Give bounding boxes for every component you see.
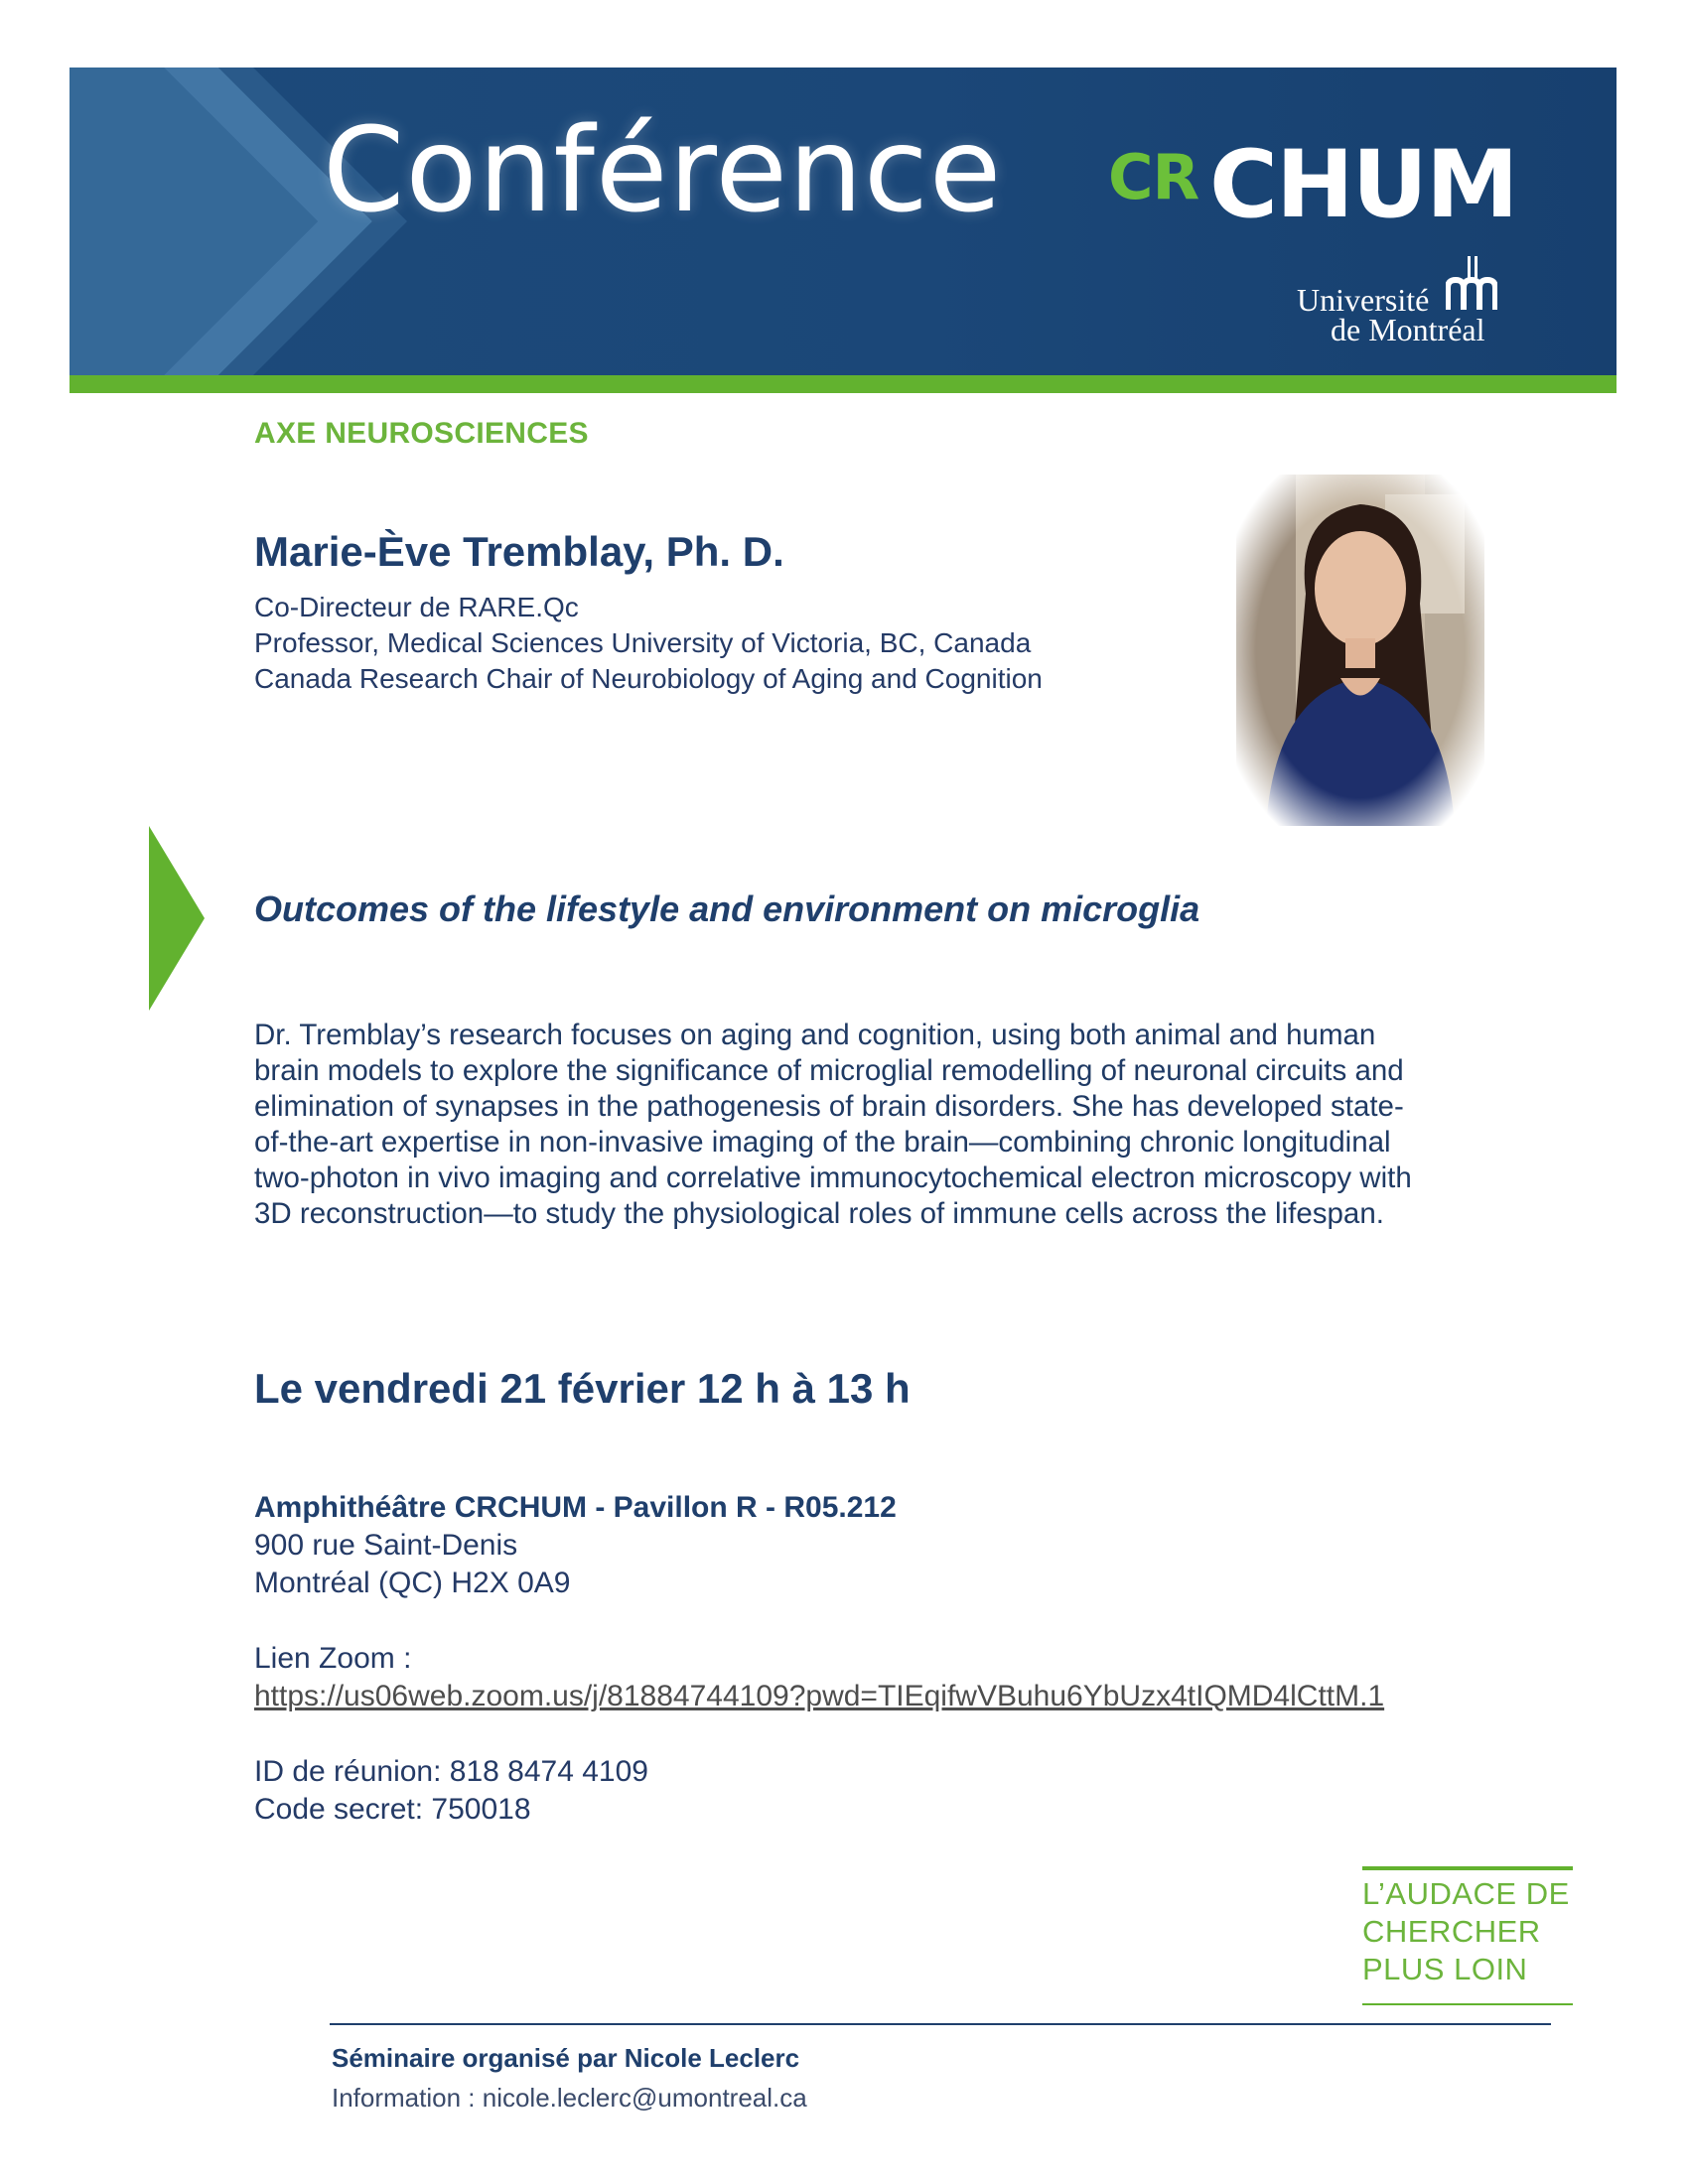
abstract-line: 3D reconstruction—to study the physiological roles of immune cells across the lifespan. xyxy=(254,1197,1384,1230)
udem-logo-line2: de Montréal xyxy=(1331,312,1485,347)
speaker-affiliation: Professor, Medical Sciences University of Victoria, BC, Canada xyxy=(254,627,1032,658)
footer-organizer: Séminaire organisé par Nicole Leclerc xyxy=(332,2043,800,2073)
meeting-passcode: Code secret: 750018 xyxy=(254,1793,531,1826)
crchum-logo-cr: CR xyxy=(1108,141,1199,213)
abstract-line: two-photon in vivo imaging and correlative immunocytochemical electron microscopy with xyxy=(254,1161,1412,1194)
footer-divider xyxy=(330,2023,1551,2025)
crchum-logo-chum: CHUM xyxy=(1209,131,1517,239)
tagline-line: L’AUDACE DE xyxy=(1362,1876,1570,1911)
venue-address-line1: 900 rue Saint-Denis xyxy=(254,1529,518,1562)
abstract-line: Dr. Tremblay’s research focuses on aging and cognition, using both animal and human xyxy=(254,1019,1376,1051)
zoom-label: Lien Zoom : xyxy=(254,1642,412,1675)
tagline-bottom-rule xyxy=(1362,2003,1573,2005)
venue-name: Amphithéâtre CRCHUM - Pavillon R - R05.212 xyxy=(254,1491,897,1524)
section-arrow-icon xyxy=(149,826,205,1011)
tagline-top-rule xyxy=(1362,1866,1573,1870)
banner-green-stripe xyxy=(70,375,1617,393)
event-date: Le vendredi 21 février 12 h à 13 h xyxy=(254,1365,911,1412)
talk-abstract xyxy=(254,1018,1575,1232)
footer-contact: Information : nicole.leclerc@umontreal.ca xyxy=(332,2083,807,2113)
speaker-affiliation: Canada Research Chair of Neurobiology of Aging and Cognition xyxy=(254,663,1043,694)
speaker-affiliation: Co-Directeur de RARE.Qc xyxy=(254,592,579,622)
banner-title: Conférence xyxy=(323,101,1003,238)
talk-title: Outcomes of the lifestyle and environment on microglia xyxy=(254,888,1200,929)
speaker-photo xyxy=(1236,475,1484,826)
venue-address-line2: Montréal (QC) H2X 0A9 xyxy=(254,1567,571,1599)
speaker-name: Marie-Ève Tremblay, Ph. D. xyxy=(254,528,784,575)
abstract-line: elimination of synapses in the pathogenesis of brain disorders. She has developed state- xyxy=(254,1090,1404,1123)
abstract-line: of-the-art expertise in non-invasive imaging of the brain—combining chronic longitudinal xyxy=(254,1126,1391,1159)
udem-logo-line1: Université xyxy=(1297,282,1430,318)
axis-label: AXE NEUROSCIENCES xyxy=(254,417,589,450)
zoom-link[interactable]: https://us06web.zoom.us/j/81884744109?pwd=TIEqifwVBuhu6YbUzx4tIQMD4lCttM.1 xyxy=(254,1680,1385,1712)
abstract-line: brain models to explore the significance of microglial remodelling of neuronal circuits and xyxy=(254,1054,1404,1087)
udem-emblem-icon xyxy=(1446,256,1497,312)
tagline-line: CHERCHER xyxy=(1362,1914,1541,1949)
tagline-line: PLUS LOIN xyxy=(1362,1952,1528,1986)
meeting-id: ID de réunion: 818 8474 4109 xyxy=(254,1755,648,1788)
